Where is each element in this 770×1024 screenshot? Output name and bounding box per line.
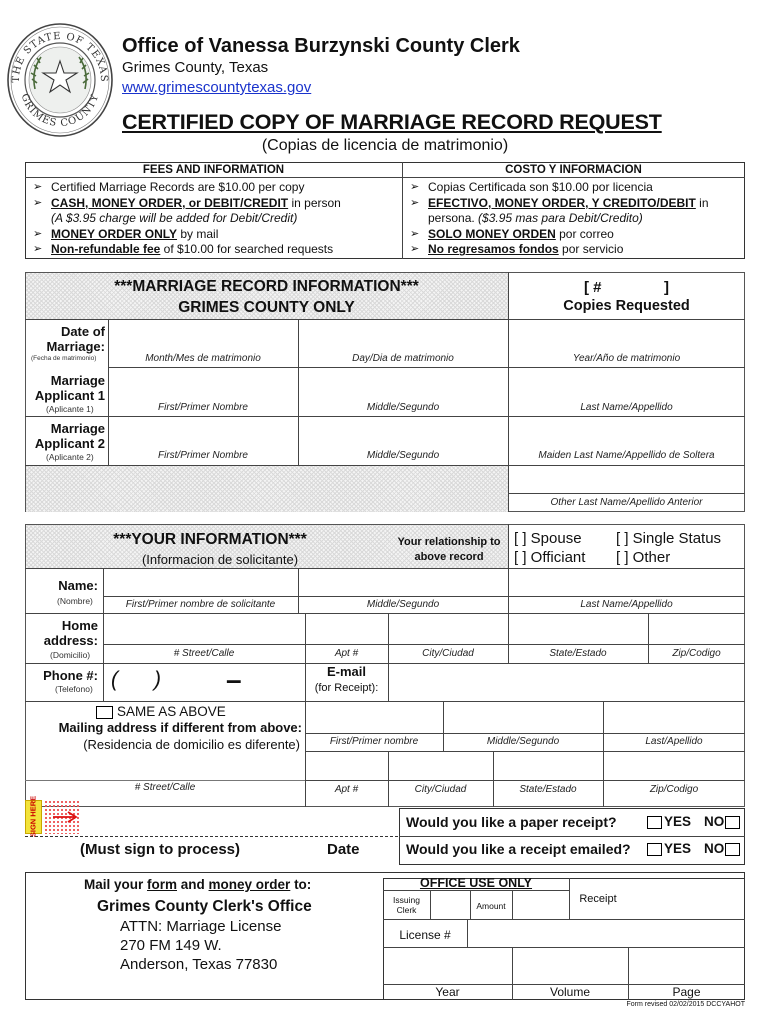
option-officiant[interactable]: [ ] Officiant [514,549,586,566]
year-field[interactable] [509,320,745,353]
page-label: Page [672,985,701,999]
paper-receipt-yes-label: YES [664,814,692,829]
mail-intro-b: and [177,877,209,892]
marriage-heading: ***MARRIAGE RECORD INFORMATION*** [114,278,419,295]
requester-first-caption: First/Primer nombre de solicitante [125,599,276,610]
fee-emphasis: MONEY ORDER ONLY [51,226,178,241]
app1-middle-caption: Middle/Segundo [366,402,440,413]
year-caption: Year/Año de matrimonio [572,353,681,364]
phone-dash: – [226,664,242,695]
phone-paren-right: ) [154,668,161,691]
mail-intro-a: Mail your [84,877,148,892]
mailing-zip-field[interactable] [604,752,745,780]
other-last-name-field[interactable] [509,466,745,493]
phone-sub: (Telefono) [55,684,93,694]
home-city-caption: City/Ciudad [422,648,474,659]
requester-last-field[interactable] [509,569,745,596]
license-label: License # [399,928,451,942]
day-field[interactable] [299,320,508,353]
phone-paren-left: ( [111,668,118,691]
mailing-last-caption: Last/Apellido [645,736,703,747]
fees-heading-en: FEES AND INFORMATION [142,164,285,176]
mail-intro-c: to: [290,877,312,892]
email-receipt-no-checkbox[interactable] [725,843,740,856]
fee-text: by mail [177,226,219,241]
fee-item-en-1 [29,196,399,212]
paper-receipt-no-label: NO [704,814,725,829]
mailing-label: Mailing address if different from above: [58,720,302,735]
mailing-middle-caption: Middle/Segundo [486,736,560,747]
mailing-apt-caption: Apt # [334,784,359,795]
home-zip-field[interactable] [649,614,745,644]
fee-text: Certified Marriage Records are $10.00 per copy [51,180,305,194]
copies-field[interactable]: [ # ] [583,279,669,296]
mailing-street-field[interactable] [26,752,305,780]
home-apt-caption: Apt # [334,648,359,659]
fee-emphasis: Non-refundable fee [51,242,161,257]
date-label: Date [327,841,360,858]
fee-text: of $10.00 for searched requests [160,242,334,257]
marriage-subheading: GRIMES COUNTY ONLY [178,299,355,316]
mailing-first-caption: First/Primer nombre [329,736,419,747]
form-title: CERTIFIED COPY OF MARRIAGE RECORD REQUEST [122,110,662,134]
fee-text: in [695,195,709,210]
email-receipt-yes-checkbox[interactable] [647,843,662,856]
your-info-sub: (Informacion de solicitante) [141,552,299,567]
mail-attn: ATTN: Marriage License [120,918,282,935]
signature-field[interactable] [84,806,400,836]
amount-label: Amount [476,901,506,911]
year-label: Year [435,985,460,999]
same-as-above-label: SAME AS ABOVE [117,704,226,719]
requester-last-caption: Last Name/Appellido [580,599,673,610]
mailing-zip-caption: Zip/Codigo [649,784,699,795]
issuing-clerk-label: Issuing Clerk [393,895,420,915]
svg-text:THE STATE OF TEXAS: THE STATE OF TEXAS [10,30,110,83]
fee-item-es-3 [406,227,742,243]
fee-text: por correo [555,226,614,241]
fee-item-es-1 [406,196,742,212]
fee-item-en-0 [29,180,399,196]
email-field[interactable] [389,664,745,701]
name-label: Name: [58,578,98,593]
phone-field[interactable] [104,664,305,701]
applicant2-first-field[interactable] [109,417,298,449]
fees-list-en [29,180,399,258]
mail-intro-form: form [147,877,178,892]
app1-last-caption: Last Name/Appellido [580,402,673,413]
month-field[interactable] [109,320,298,353]
paper-receipt-no-checkbox[interactable] [725,816,740,829]
date-of-marriage-label: Date of Marriage: [46,324,105,354]
applicant2-sub: (Aplicante 2) [46,452,94,462]
mailing-city-field[interactable] [389,752,493,780]
name-sub: (Nombre) [57,596,93,606]
county-name: Grimes County, Texas [122,59,269,76]
option-spouse[interactable]: [ ] Spouse [514,530,582,547]
mailing-city-caption: City/Ciudad [414,784,467,795]
your-info-heading: ***YOUR INFORMATION*** [113,531,307,548]
sign-here-label: SIGN HERE [28,795,38,838]
fee-text: persona. [428,211,479,226]
mailing-state-caption: State/Estado [519,784,577,795]
fee-emphasis: CASH, MONEY ORDER, or DEBIT/CREDIT [51,195,289,210]
fee-emphasis: No regresamos fondos [428,242,559,257]
home-zip-caption: Zip/Codigo [672,648,721,659]
mailing-apt-field[interactable] [306,752,388,780]
fees-heading-es: COSTO Y INFORMACION [505,164,642,176]
email-receipt-yes-label: YES [664,841,692,856]
option-other[interactable]: [ ] Other [616,549,671,566]
applicant1-label: Marriage Applicant 1 [34,373,105,403]
fee-item-es-0 [406,180,742,196]
copies-label: Copies Requested [563,298,690,314]
email-receipt-question: Would you like a receipt emailed? [406,841,631,857]
applicant1-middle-field[interactable] [299,368,508,400]
fee-item-en-3 [29,227,399,243]
applicant1-first-field[interactable] [109,368,298,400]
county-website-link[interactable]: www.grimescountytexas.gov [122,79,312,96]
office-name: Office of Vanessa Burzynski County Clerk [122,35,520,57]
month-caption: Month/Mes de matrimonio [145,353,261,364]
applicant1-last-field[interactable] [509,368,745,400]
requester-middle-field[interactable] [299,569,508,596]
receipt-label: Receipt [579,893,617,905]
date-of-marriage-sub: (Fecha de matrimonio) [31,355,97,362]
mail-to-intro [84,877,311,892]
fee-item-en-4 [29,242,399,258]
applicant2-label: Marriage Applicant 2 [34,421,105,451]
requester-first-field[interactable] [104,569,298,596]
mailing-first-field[interactable] [306,702,443,733]
home-address-sub: (Domicilio) [50,650,91,660]
mailing-middle-field[interactable] [444,702,603,733]
fee-note: ($3.95 mas para Debit/Credito) [478,211,643,226]
form-revision: Form revised 02/02/2015 DCCYAHOT [626,1001,745,1008]
form-subtitle: (Copias de licencia de matrimonio) [261,137,509,154]
email-sub: (for Receipt): [314,682,379,694]
fee-item-es-4 [406,242,742,258]
arrow-right-icon [52,810,82,824]
fee-text: in person [288,195,341,210]
fee-text: Copias Certificada son $10.00 por licencia [428,180,653,194]
phone-label: Phone #: [43,668,98,683]
app2-maiden-caption: Maiden Last Name/Appellido de Soltera [538,450,715,461]
email-receipt-no-label: NO [704,841,725,856]
home-city-field[interactable] [389,614,508,644]
must-sign-label: (Must sign to process) [80,841,241,858]
app1-first-caption: First/Primer Nombre [157,402,248,413]
app2-first-caption: First/Primer Nombre [157,450,248,461]
same-as-above-checkbox[interactable] [96,706,113,719]
option-single-status[interactable]: [ ] Single Status [616,530,722,547]
requester-middle-caption: Middle/Segundo [366,599,440,610]
fees-list-es [406,180,742,258]
app2-middle-caption: Middle/Segundo [366,450,440,461]
applicant2-middle-field[interactable] [299,417,508,449]
home-street-caption: # Street/Calle [173,648,235,659]
fee-emphasis: SOLO MONEY ORDEN [428,226,556,241]
email-label: E-mail [326,664,366,679]
fee-text: por servicio [558,242,624,257]
county-seal [5,21,115,139]
paper-receipt-question: Would you like a paper receipt? [406,814,617,830]
fee-item-en-2 [29,211,399,227]
day-caption: Day/Dia de matrimonio [352,353,454,364]
mailing-sub: (Residencia de domicilio es diferente) [83,737,300,752]
mailing-state-field[interactable] [494,752,603,780]
mail-office-name: Grimes County Clerk's Office [97,898,312,915]
home-street-field[interactable] [104,614,305,644]
mail-intro-money-order: money order [208,877,291,892]
volume-label: Volume [549,985,591,999]
relationship-label: Your relationship to above record [397,536,501,563]
home-state-caption: State/Estado [549,648,607,659]
applicant2-maiden-field[interactable] [509,417,745,449]
svg-text:GRIMES COUNTY: GRIMES COUNTY [18,92,102,130]
mail-street: 270 FM 149 W. [120,937,222,954]
paper-receipt-yes-checkbox[interactable] [647,816,662,829]
home-address-label: Home address: [43,618,98,648]
mailing-street-caption: # Street/Calle [134,782,196,793]
home-apt-field[interactable] [306,614,388,644]
mailing-last-field[interactable] [604,702,745,733]
other-last-caption: Other Last Name/Apellido Anterior [550,497,703,508]
mail-city: Anderson, Texas 77830 [120,956,278,973]
home-state-field[interactable] [509,614,648,644]
fee-note: (A $3.95 charge will be added for Debit/Credit) [51,211,298,226]
office-use-heading: OFFICE USE ONLY [419,876,533,890]
fee-item-es-2 [406,211,742,227]
fee-emphasis: EFECTIVO, MONEY ORDER, Y CREDITO/DEBIT [428,195,696,210]
applicant1-sub: (Aplicante 1) [46,404,94,414]
